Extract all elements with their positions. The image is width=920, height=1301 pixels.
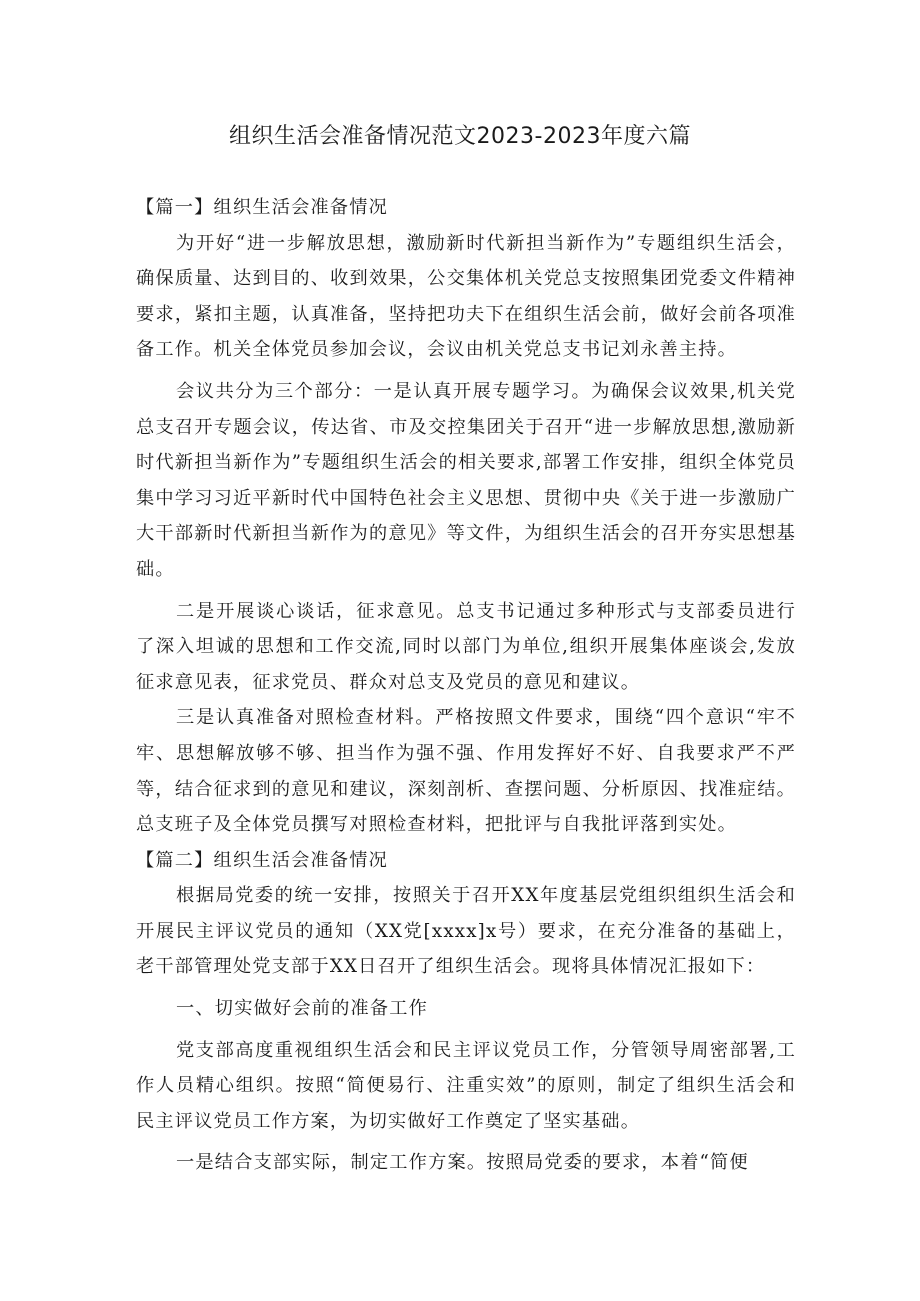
section-2-paragraph-2: 党支部高度重视组织生活会和民主评议党员工作，分管领导周密部署,工作人员精心组织。按照“简便易行、注重实效”的原则，制定了组织生活会和民主评议党员工作方案，为切实做好工作奠定了坚实基础。 <box>136 1039 796 1132</box>
section-1-paragraph-4: 三是认真准备对照检查材料。严格按照文件要求，围绕“四个意识“牢不牢、思想解放够不够、担当作为强不强、作用发挥好不好、自我要求严不严等，结合征求到的意见和建议，深刻剖析、查摆问题、分析原因、找准症结。总支班子及全体党员撰写对照检查材料，把批评与自我批评落到实处。 <box>136 707 796 836</box>
section-2-paragraph-1: 根据局党委的统一安排，按照关于召开XX年度基层党组织组织生活会和开展民主评议党员的通知（XX党[xxxx]x号）要求，在充分准备的基础上，老干部管理处党支部于XX日召开了组织生活会。现将具体情况汇报如下： <box>136 885 796 978</box>
section-1-paragraph-1: 为开好“进一步解放思想，激励新时代新担当新作为”专题组织生活会，确保质量、达到目的、收到效果，公交集体机关党总支按照集团党委文件精神要求，紧扣主题，认真准备，坚持把功夫下在组织生活会前，做好会前各项准备工作。机关全体党员参加会议，会议由机关党总支书记刘永善主持。 <box>136 232 796 361</box>
section-1-paragraph-2: 会议共分为三个部分：一是认真开展专题学习。为确保会议效果,机关党总支召开专题会议，传达省、市及交控集团关于召开“进一步解放思想,激励新时代新担当新作为”专题组织生活会的相关要求,部署工作安排，组织全体党员集中学习习近平新时代中国特色社会主义思想、贯彻中央《关于进一步激励广大干部新时代新担当新作为的意见》等文件，为组织生活会的召开夯实思想基础。 <box>136 380 796 580</box>
section-2-paragraph-3: 一是结合支部实际，制定工作方案。按照局党委的要求，本着“简便 <box>176 1152 749 1174</box>
section-heading-2: 【篇二】组织生活会准备情况 <box>136 849 389 871</box>
document-body <box>136 190 796 1181</box>
section-heading-1: 【篇一】组织生活会准备情况 <box>136 197 389 218</box>
section-2-subheading-1: 一、切实做好会前的准备工作 <box>176 998 429 1020</box>
document-title: 组织生活会准备情况范文2023-2023年度六篇 <box>229 124 691 149</box>
section-1-paragraph-3: 二是开展谈心谈话，征求意见。总支书记通过多种形式与支部委员进行了深入坦诚的思想和工作交流,同时以部门为单位,组织开展集体座谈会,发放征求意见表，征求党员、群众对总支及党员的意见和建议。 <box>136 600 796 693</box>
